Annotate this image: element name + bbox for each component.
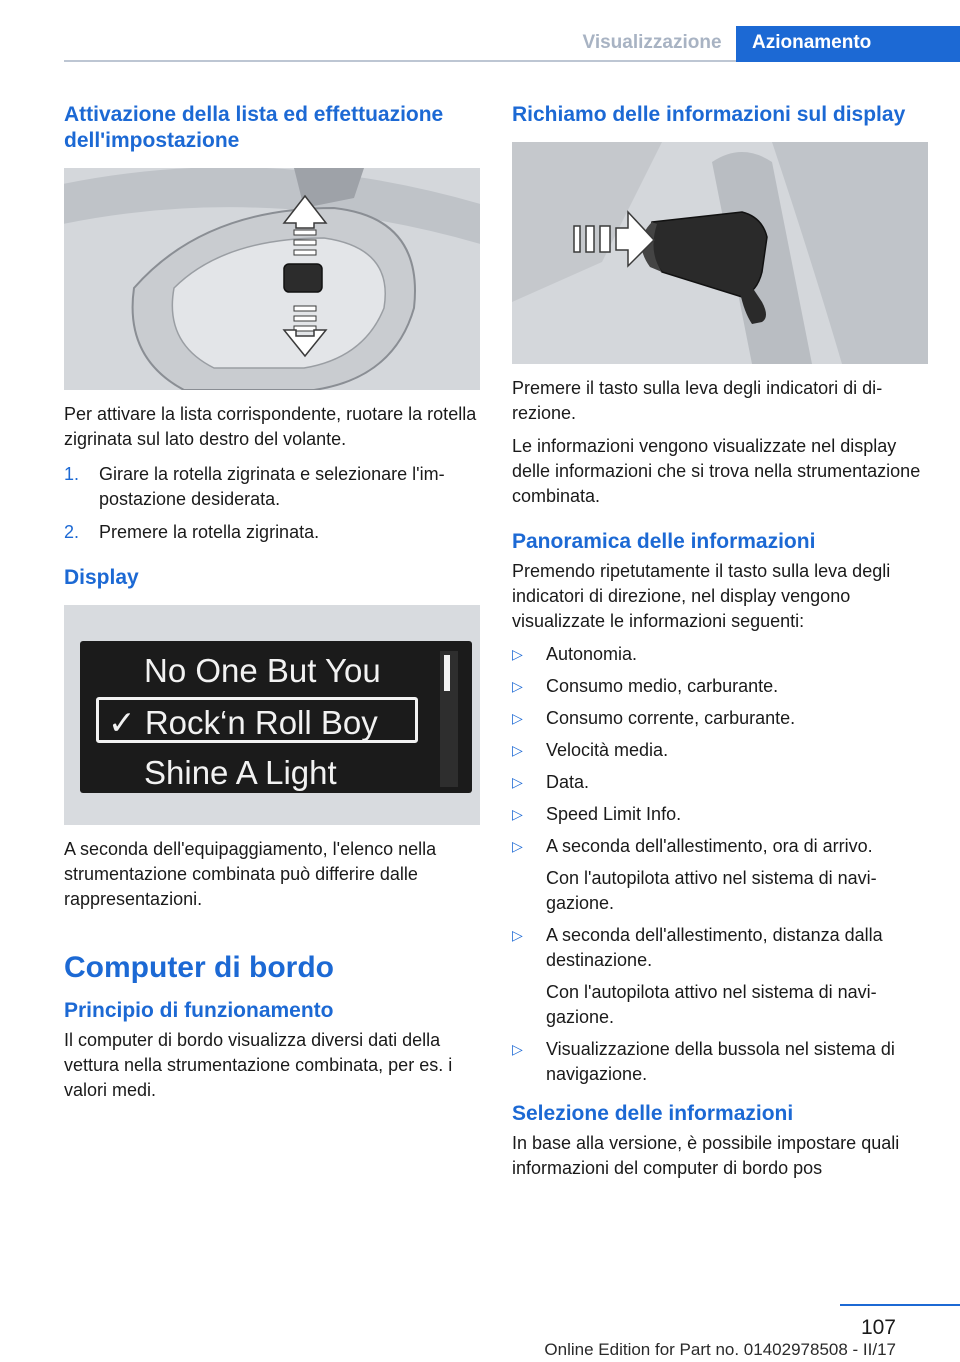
tab-azionamento[interactable]: Azionamento [736,26,960,62]
info-list-item-text: Consumo corrente, carburante. [546,708,796,728]
info-recall-text-2: Le informazioni vengono visualizzate nel display delle informazioni che si trova nella strumentazione combinata. [512,436,921,506]
triangle-bullet-icon: ▷ [512,806,523,822]
triangle-bullet-icon: ▷ [512,646,523,662]
step-text: Premere la rotella zigrinata. [99,522,320,542]
info-list-item-text: A seconda dell'allestimento, ora di arrivo. [546,836,873,856]
info-list-item-text: Autonomia. [546,644,638,664]
principle-text: Il computer di bordo visualizza diversi dati della vettura nella strumentazione combinata, per es. i valori medi. [64,1030,453,1100]
info-list-item [512,923,928,1030]
triangle-bullet-icon: ▷ [512,742,523,758]
info-list-item-text: A seconda dell'allestimento, distanza dalla destinazione. [546,925,883,970]
list-activation-text: Per attivare la lista corrispondente, ruotare la rotella zigrinata sul lato destro del volante. [64,404,477,449]
steps-list [64,462,480,545]
info-list-item [512,834,928,916]
info-list-item [512,1037,928,1087]
info-list [512,642,928,1087]
triangle-bullet-icon: ▷ [512,838,523,854]
footer-rule [840,1304,960,1306]
info-list-item-note: Con l'autopilota attivo nel sistema di navigazione. [546,982,877,1027]
info-list-item-text: Visualizzazione della bussola nel sistema di navigazione. [546,1039,895,1084]
triangle-bullet-icon: ▷ [512,927,523,943]
steering-wheel-illustration [64,168,480,390]
info-list-item [512,642,928,667]
overview-text: Premendo ripetutamente il tasto sulla leva degli indicatori di direzione, nel display vengono visualizzate le informazioni seguenti: [512,561,891,631]
left-column [64,102,480,1103]
section-title-list-activation: Attivazione della lista ed effettuazione dell'impostazione [64,103,444,152]
page-number: 107 [860,1316,896,1339]
info-list-item-text: Velocità media. [546,740,669,760]
triangle-bullet-icon: ▷ [512,710,523,726]
step-item [64,462,480,512]
step-number: 1. [64,464,80,484]
display-scrollbar [440,651,458,787]
section-title-info-recall: Richiamo delle informazioni sul display [512,103,906,126]
step-item [64,520,480,545]
tab-visualizzazione[interactable]: Visualizzazione [582,32,722,53]
section-title-principle: Principio di funzionamento [64,999,334,1022]
info-list-item [512,706,928,731]
info-list-item [512,674,928,699]
triangle-bullet-icon: ▷ [512,678,523,694]
selection-text: In base alla versione, è possibile impostare quali informazioni del computer di bordo pos [512,1133,900,1178]
display-scrollbar-thumb [444,655,450,691]
edition-info: Online Edition for Part no. 01402978508 - II/17 [544,1340,896,1359]
display-line-1: No One But You [144,652,381,689]
turn-signal-lever-illustration [512,142,928,364]
info-list-item [512,770,928,795]
display-line-2: ✓ Rock‘n Roll Boy [108,704,378,741]
display-screen [80,641,472,793]
info-list-item [512,802,928,827]
info-list-item [512,738,928,763]
right-column [512,102,928,1181]
step-number: 2. [64,522,80,542]
triangle-bullet-icon: ▷ [512,1041,523,1057]
triangle-bullet-icon: ▷ [512,774,523,790]
display-text: A seconda dell'equipaggiamento, l'elenco nella strumentazione combinata può differire dalle rappresentazioni. [64,839,437,909]
display-line-3: Shine A Light [144,754,337,791]
section-title-overview: Panoramica delle informazioni [512,530,816,553]
info-recall-text-1: Premere il tasto sulla leva degli indicatori di direzione. [512,378,883,423]
steering-wheel-figure [64,168,480,390]
info-list-item-note: Con l'autopilota attivo nel sistema di navigazione. [546,868,877,913]
info-list-item-text: Consumo medio, carburante. [546,676,779,696]
section-title-display: Display [64,566,139,589]
info-list-item-text: Speed Limit Info. [546,804,682,824]
display-figure [64,605,480,825]
step-text: Girare la rotella zigrinata e selezionare l'impostazione desiderata. [99,464,445,509]
info-list-item-text: Data. [546,772,590,792]
section-title-selection: Selezione delle informazioni [512,1102,794,1125]
turn-signal-lever-figure [512,142,928,364]
section-title-computer-di-bordo: Computer di bordo [64,951,334,984]
